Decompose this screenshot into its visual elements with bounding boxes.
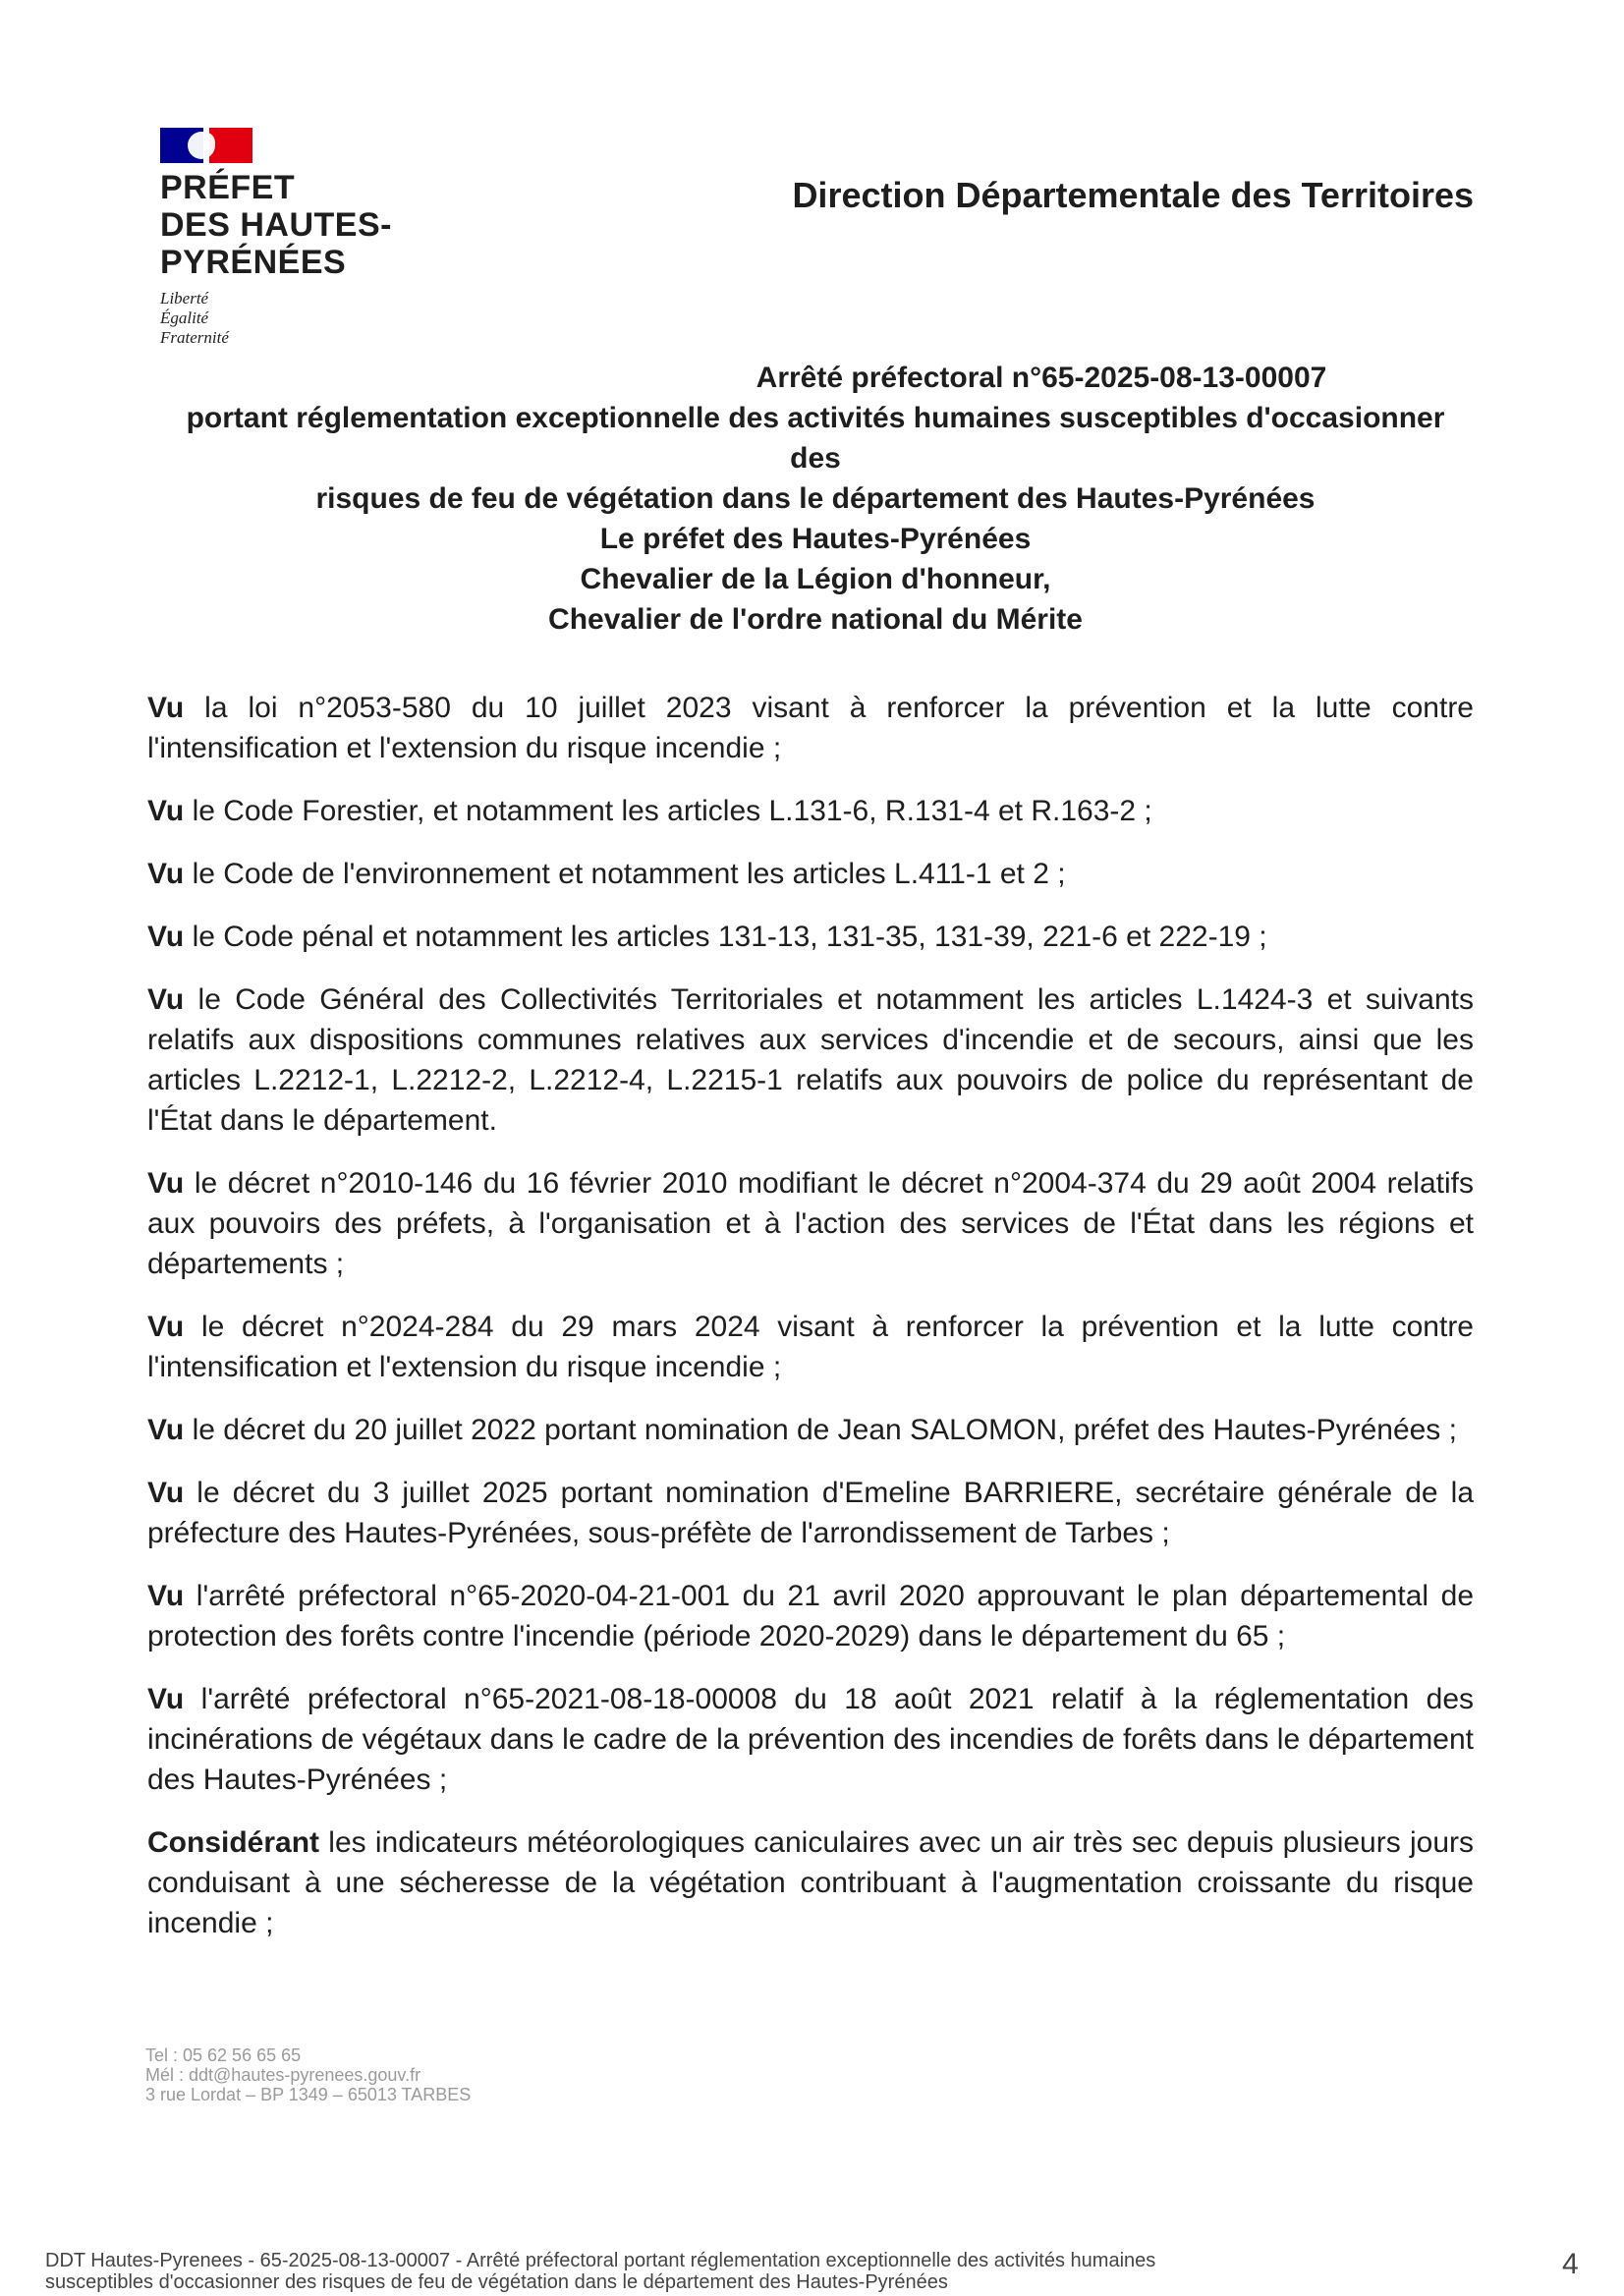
visa-lead: Vu (147, 1580, 185, 1612)
visa-lead: Vu (147, 1311, 185, 1343)
page-footer (45, 2250, 1470, 2293)
arrete-number: Arrêté préfectoral n°65-2025-08-13-00007 (756, 362, 1327, 394)
prefet-title-line: Chevalier de l'ordre national du Mérite (548, 603, 1083, 636)
visa-paragraph (147, 1473, 1474, 1553)
visa-text: le Code de l'environnement et notamment les articles L.411-1 et 2 ; (184, 858, 1066, 890)
motto-line: Fraternité (160, 328, 229, 347)
visa-lead: Vu (147, 795, 185, 827)
visa-lead: Vu (147, 1683, 185, 1715)
contact-address: 3 rue Lordat – BP 1349 – 65013 TARBES (145, 2085, 472, 2104)
considerant-text: les indicateurs météorologiques caniculaires avec un air très sec depuis plusieurs jours conduisant à une sécheresse de la végétation contribuant à l'augmentation croissante du risque incendie ; (147, 1826, 1474, 1939)
visa-text: le décret n°2010-146 du 16 février 2010 modifiant le décret n°2004-374 du 29 août 2004 relatifs aux pouvoirs des préfets, à l'organisation et à l'action des services de l'État dans les régions et départements ; (147, 1167, 1474, 1280)
visa-lead: Vu (147, 921, 185, 953)
visa-paragraph (147, 980, 1474, 1141)
arrete-subject-line: portant réglementation exceptionnelle des activités humaines susceptibles d'occasionner des (186, 402, 1445, 475)
prefet-name (160, 169, 455, 281)
visa-text: le décret du 3 juillet 2025 portant nomination d'Emeline BARRIERE, secrétaire générale de la préfecture des Hautes-Pyrénées, sous-préfète de l'arrondissement de Tarbes ; (147, 1477, 1474, 1549)
page-number: 4 (1562, 2248, 1579, 2280)
visa-paragraph (147, 1163, 1474, 1284)
arrete-subject-line: risques de feu de végétation dans le département des Hautes-Pyrénées (315, 482, 1316, 515)
visa-text: le Code pénal et notamment les articles 131-13, 131-35, 131-39, 221-6 et 222-19 ; (184, 921, 1267, 953)
visas-section (147, 688, 1474, 1966)
contact-email: Mél : ddt@hautes-pyrenees.gouv.fr (145, 2065, 421, 2085)
considerant-paragraph (147, 1822, 1474, 1943)
prefet-title-line: Le préfet des Hautes-Pyrénées (599, 523, 1032, 555)
visa-paragraph (147, 1410, 1474, 1450)
visa-paragraph (147, 688, 1474, 768)
visa-lead: Vu (147, 858, 185, 890)
prefet-name-line: PRÉFET (160, 169, 296, 206)
motto-line: Liberté (160, 289, 209, 308)
prefet-name-line: PYRÉNÉES (160, 244, 347, 281)
prefet-title-line: Chevalier de la Légion d'honneur, (580, 563, 1051, 595)
visa-text: l'arrêté préfectoral n°65-2021-08-18-00008 du 18 août 2021 relatif à la réglementation des incinérations de végétaux dans le cadre de la prévention des incendies de forêts dans le département des Hautes-Pyrénées ; (147, 1683, 1474, 1796)
visa-text: le décret du 20 juillet 2022 portant nomination de Jean SALOMON, préfet des Hautes-Pyrénées ; (184, 1414, 1457, 1446)
visa-lead: Vu (147, 1414, 185, 1446)
contact-phone: Tel : 05 62 56 65 65 (145, 2045, 302, 2065)
visa-lead: Vu (147, 983, 185, 1016)
visa-paragraph (147, 1679, 1474, 1800)
visa-text: le décret n°2024-284 du 29 mars 2024 visant à renforcer la prévention et la lutte contre l'intensification et l'extension du risque incendie ; (147, 1311, 1474, 1383)
visa-lead: Vu (147, 1477, 185, 1509)
prefet-name-line: DES HAUTES- (160, 206, 392, 244)
visa-paragraph (147, 854, 1474, 894)
arrete-title (157, 358, 1474, 519)
visa-paragraph (147, 791, 1474, 831)
visa-paragraph (147, 1576, 1474, 1656)
visa-text: le Code Général des Collectivités Territoriales et notamment les articles L.1424-3 et suivants relatifs aux dispositions communes relatives aux services d'incendie et de secours, ainsi que les articles L.2212-1, L.2212-2, L.2212-4, L.2215-1 relatifs aux pouvoirs de police du représentant de l'État dans le département. (147, 983, 1474, 1137)
direction-heading: Direction Départementale des Territoires (792, 175, 1474, 215)
prefet-titles (157, 519, 1474, 640)
marianne-flag-icon (160, 128, 252, 163)
visa-lead: Vu (147, 692, 185, 724)
visa-lead: Vu (147, 1167, 185, 1200)
visa-paragraph (147, 917, 1474, 957)
considerant-lead: Considérant (147, 1826, 320, 1859)
motto-line: Égalité (160, 308, 209, 327)
visa-text: la loi n°2053-580 du 10 juillet 2023 visant à renforcer la prévention et la lutte contre l'intensification et l'extension du risque incendie ; (147, 692, 1474, 764)
visa-text: le Code Forestier, et notamment les articles L.131-6, R.131-4 et R.163-2 ; (184, 795, 1152, 827)
footer-line: DDT Hautes-Pyrenees - 65-2025-08-13-00007 - Arrêté préfectoral portant réglementation exceptionnelle des activités humaines (45, 2250, 1156, 2271)
visa-text: l'arrêté préfectoral n°65-2020-04-21-001 du 21 avril 2020 approuvant le plan départemental de protection des forêts contre l'incendie (période 2020-2029) dans le département du 65 ; (147, 1580, 1474, 1652)
contact-block (145, 2045, 471, 2104)
prefet-logo (160, 128, 455, 348)
footer-line: susceptibles d'occasionner des risques de feu de végétation dans le département des Hautes-Pyrénées (45, 2271, 948, 2293)
visa-paragraph (147, 1307, 1474, 1387)
republic-motto (160, 289, 455, 348)
